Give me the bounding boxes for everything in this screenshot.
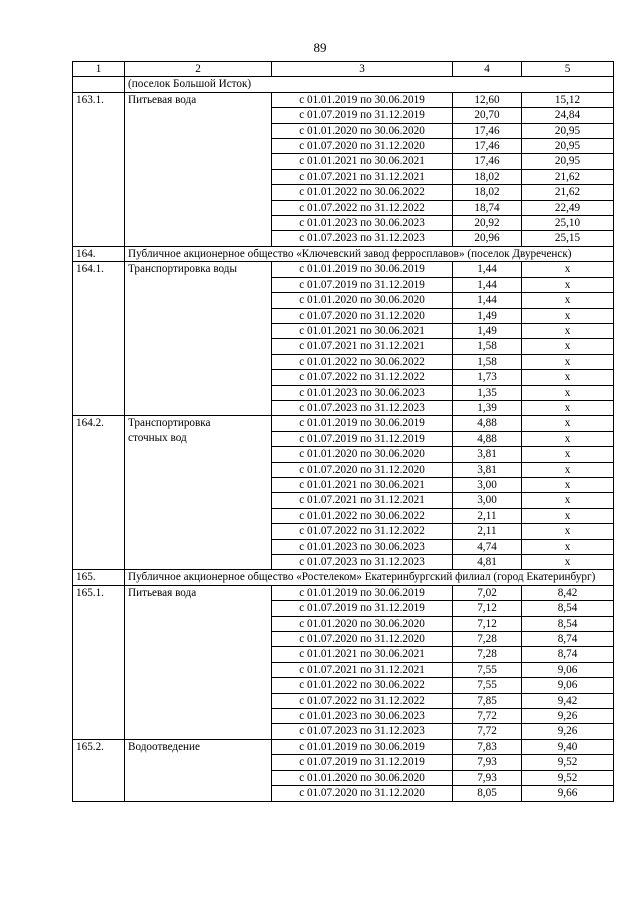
tariff-value-cell: 7,85 [453, 693, 522, 708]
tariff-value-cell: 2,11 [453, 524, 522, 539]
item-name-cell [125, 277, 272, 292]
tariff-value-cell: 7,12 [453, 616, 522, 631]
tariff-vat-cell: 9,06 [522, 662, 614, 677]
tariff-row [73, 477, 614, 492]
item-number-cell [73, 108, 125, 123]
tariff-vat-cell: x [522, 555, 614, 570]
tariff-vat-cell: 8,54 [522, 601, 614, 616]
tariff-value-cell: 7,02 [453, 585, 522, 600]
tariff-vat-cell: 8,54 [522, 616, 614, 631]
page-number: 89 [313, 40, 327, 55]
item-name-cell [125, 693, 272, 708]
item-number-cell [73, 662, 125, 677]
tariff-row [73, 786, 614, 801]
tariff-row [73, 724, 614, 739]
item-name-cell [125, 786, 272, 801]
tariff-row [73, 123, 614, 138]
item-name-cell: Питьевая вода [125, 585, 272, 600]
tariff-row [73, 354, 614, 369]
tariff-value-cell: 3,00 [453, 477, 522, 492]
tariff-vat-cell: 24,84 [522, 108, 614, 123]
item-name-cell: Питьевая вода [125, 92, 272, 107]
tariff-row [73, 416, 614, 431]
item-name-cell [125, 293, 272, 308]
tariff-vat-cell: 21,62 [522, 169, 614, 184]
period-cell: с 01.01.2022 по 30.06.2022 [272, 678, 453, 693]
tariff-vat-cell: x [522, 431, 614, 446]
period-cell: с 01.01.2021 по 30.06.2021 [272, 154, 453, 169]
tariff-row [73, 709, 614, 724]
tariff-value-cell: 1,58 [453, 339, 522, 354]
tariff-vat-cell: x [522, 462, 614, 477]
tariff-value-cell: 7,72 [453, 724, 522, 739]
tariff-value-cell: 1,58 [453, 354, 522, 369]
tariff-row [73, 693, 614, 708]
tariff-row [73, 231, 614, 246]
item-number-cell [73, 370, 125, 385]
tariff-value-cell: 20,92 [453, 216, 522, 231]
period-cell: с 01.01.2020 по 30.06.2020 [272, 616, 453, 631]
tariff-vat-cell: 8,74 [522, 632, 614, 647]
tariff-value-cell: 12,60 [453, 92, 522, 107]
tariff-row [73, 323, 614, 338]
period-cell: с 01.01.2022 по 30.06.2022 [272, 508, 453, 523]
organization-name: Публичное акционерное общество «Ключевский завод ферросплавов» (поселок Двуреченск) [125, 246, 614, 261]
item-name-cell [125, 323, 272, 338]
tariff-value-cell: 7,55 [453, 662, 522, 677]
item-number-cell [73, 724, 125, 739]
item-name-cell [125, 493, 272, 508]
item-name-cell [125, 647, 272, 662]
tariff-value-cell: 20,96 [453, 231, 522, 246]
tariff-row [73, 92, 614, 107]
tariff-vat-cell: x [522, 293, 614, 308]
item-number-cell [73, 123, 125, 138]
item-name-cell [125, 108, 272, 123]
item-name-cell [125, 632, 272, 647]
tariff-row [73, 308, 614, 323]
continuation-row [73, 77, 614, 92]
period-cell: с 01.07.2023 по 31.12.2023 [272, 555, 453, 570]
item-name-cell [125, 339, 272, 354]
period-cell: с 01.07.2023 по 31.12.2023 [272, 724, 453, 739]
tariff-value-cell: 17,46 [453, 139, 522, 154]
tariff-value-cell: 7,83 [453, 739, 522, 754]
item-name-cell [125, 154, 272, 169]
item-number-cell: 164.1. [73, 262, 125, 277]
item-name-cell [125, 354, 272, 369]
tariff-row [73, 632, 614, 647]
tariff-vat-cell: x [522, 323, 614, 338]
item-number-cell [73, 508, 125, 523]
tariff-vat-cell: x [522, 262, 614, 277]
tariff-value-cell: 18,02 [453, 169, 522, 184]
tariff-row [73, 601, 614, 616]
item-name-cell [125, 231, 272, 246]
period-cell: с 01.07.2021 по 31.12.2021 [272, 493, 453, 508]
period-cell: с 01.01.2020 по 30.06.2020 [272, 293, 453, 308]
item-number-cell [73, 786, 125, 801]
tariff-row [73, 647, 614, 662]
item-number-cell [73, 755, 125, 770]
period-cell: с 01.01.2019 по 30.06.2019 [272, 262, 453, 277]
period-cell: с 01.07.2022 по 31.12.2022 [272, 370, 453, 385]
period-cell: с 01.01.2022 по 30.06.2022 [272, 185, 453, 200]
item-number-cell [73, 709, 125, 724]
tariff-row [73, 216, 614, 231]
period-cell: с 01.01.2020 по 30.06.2020 [272, 123, 453, 138]
tariff-value-cell: 4,88 [453, 416, 522, 431]
tariff-vat-cell: x [522, 308, 614, 323]
header-cell-4: 4 [453, 62, 522, 77]
tariff-table-body [73, 62, 614, 802]
tariff-row [73, 662, 614, 677]
item-number-cell [73, 200, 125, 215]
tariff-value-cell: 1,44 [453, 262, 522, 277]
header-cell-1: 1 [73, 62, 125, 77]
tariff-vat-cell: 9,66 [522, 786, 614, 801]
tariff-value-cell: 1,39 [453, 400, 522, 415]
tariff-value-cell: 4,88 [453, 431, 522, 446]
period-cell: с 01.07.2020 по 31.12.2020 [272, 462, 453, 477]
item-number-cell [73, 647, 125, 662]
tariff-row [73, 154, 614, 169]
item-name-cell [125, 385, 272, 400]
tariff-value-cell: 4,81 [453, 555, 522, 570]
item-number-cell: 165.2. [73, 739, 125, 754]
tariff-vat-cell: x [522, 539, 614, 554]
period-cell: с 01.01.2023 по 30.06.2023 [272, 385, 453, 400]
tariff-vat-cell: 21,62 [522, 185, 614, 200]
tariff-value-cell: 17,46 [453, 123, 522, 138]
period-cell: с 01.07.2020 по 31.12.2020 [272, 786, 453, 801]
continuation-text: (поселок Большой Исток) [125, 77, 614, 92]
tariff-vat-cell: x [522, 477, 614, 492]
item-name-cell [125, 308, 272, 323]
period-cell: с 01.07.2023 по 31.12.2023 [272, 231, 453, 246]
item-number-cell [73, 216, 125, 231]
tariff-vat-cell: x [522, 524, 614, 539]
item-number-cell: 164.2. [73, 416, 125, 431]
tariff-row [73, 293, 614, 308]
tariff-value-cell: 8,05 [453, 786, 522, 801]
organization-row [73, 570, 614, 585]
item-number-cell [73, 385, 125, 400]
item-number-cell [73, 632, 125, 647]
item-name-cell [125, 139, 272, 154]
tariff-value-cell: 7,55 [453, 678, 522, 693]
tariff-row [73, 585, 614, 600]
item-number-cell [73, 524, 125, 539]
tariff-vat-cell: 22,49 [522, 200, 614, 215]
tariff-value-cell: 7,28 [453, 632, 522, 647]
tariff-row [73, 400, 614, 415]
period-cell: с 01.01.2023 по 30.06.2023 [272, 216, 453, 231]
tariff-value-cell: 7,12 [453, 601, 522, 616]
tariff-vat-cell: x [522, 339, 614, 354]
tariff-vat-cell: x [522, 493, 614, 508]
item-name-cell: Транспортировка [125, 416, 272, 431]
tariff-vat-cell: x [522, 277, 614, 292]
period-cell: с 01.07.2023 по 31.12.2023 [272, 400, 453, 415]
tariff-row [73, 493, 614, 508]
period-cell: с 01.07.2020 по 31.12.2020 [272, 139, 453, 154]
tariff-row [73, 108, 614, 123]
item-number-cell [73, 139, 125, 154]
tariff-value-cell: 1,49 [453, 308, 522, 323]
item-name-cell [125, 555, 272, 570]
item-number-cell [73, 293, 125, 308]
tariff-row [73, 447, 614, 462]
item-name-cell [125, 770, 272, 785]
item-number-cell [73, 770, 125, 785]
header-row [73, 62, 614, 77]
tariff-value-cell: 3,00 [453, 493, 522, 508]
tariff-row [73, 185, 614, 200]
tariff-value-cell: 2,11 [453, 508, 522, 523]
item-number-cell [73, 493, 125, 508]
item-name-cell [125, 724, 272, 739]
organization-number: 165. [73, 570, 125, 585]
period-cell: с 01.07.2022 по 31.12.2022 [272, 524, 453, 539]
period-cell: с 01.01.2023 по 30.06.2023 [272, 539, 453, 554]
tariff-vat-cell: 20,95 [522, 154, 614, 169]
item-name-cell [125, 123, 272, 138]
tariff-row [73, 262, 614, 277]
item-number-cell: 163.1. [73, 92, 125, 107]
organization-row [73, 246, 614, 261]
item-number-cell [73, 462, 125, 477]
period-cell: с 01.01.2019 по 30.06.2019 [272, 585, 453, 600]
tariff-vat-cell: x [522, 447, 614, 462]
tariff-row [73, 139, 614, 154]
period-cell: с 01.01.2020 по 30.06.2020 [272, 770, 453, 785]
tariff-row [73, 277, 614, 292]
item-name-cell [125, 477, 272, 492]
tariff-vat-cell: 9,52 [522, 770, 614, 785]
period-cell: с 01.07.2021 по 31.12.2021 [272, 169, 453, 184]
tariff-vat-cell: 9,26 [522, 709, 614, 724]
item-name-cell [125, 678, 272, 693]
tariff-value-cell: 3,81 [453, 462, 522, 477]
item-name-cell [125, 539, 272, 554]
tariff-row [73, 169, 614, 184]
tariff-value-cell: 18,74 [453, 200, 522, 215]
item-number-cell [73, 185, 125, 200]
tariff-vat-cell: x [522, 385, 614, 400]
tariff-row [73, 339, 614, 354]
period-cell: с 01.07.2020 по 31.12.2020 [272, 308, 453, 323]
tariff-row [73, 462, 614, 477]
period-cell: с 01.01.2020 по 30.06.2020 [272, 447, 453, 462]
item-name-cell [125, 524, 272, 539]
tariff-table [72, 61, 614, 802]
item-number-cell [73, 431, 125, 446]
tariff-row [73, 770, 614, 785]
tariff-vat-cell: 9,42 [522, 693, 614, 708]
tariff-vat-cell: x [522, 370, 614, 385]
item-number-cell [73, 277, 125, 292]
item-number-cell [73, 169, 125, 184]
item-name-cell [125, 601, 272, 616]
item-number-cell [73, 539, 125, 554]
item-number-cell [73, 616, 125, 631]
item-name-cell [125, 508, 272, 523]
period-cell: с 01.07.2019 по 31.12.2019 [272, 277, 453, 292]
item-name-cell [125, 370, 272, 385]
tariff-vat-cell: 8,74 [522, 647, 614, 662]
tariff-value-cell: 1,49 [453, 323, 522, 338]
item-name-cell [125, 169, 272, 184]
item-number-cell [73, 339, 125, 354]
period-cell: с 01.07.2019 по 31.12.2019 [272, 601, 453, 616]
period-cell: с 01.07.2020 по 31.12.2020 [272, 632, 453, 647]
tariff-value-cell: 20,70 [453, 108, 522, 123]
tariff-row [73, 539, 614, 554]
item-name-cell [125, 462, 272, 477]
header-cell-5: 5 [522, 62, 614, 77]
tariff-vat-cell: 25,10 [522, 216, 614, 231]
tariff-row [73, 678, 614, 693]
tariff-vat-cell: 25,15 [522, 231, 614, 246]
period-cell: с 01.07.2019 по 31.12.2019 [272, 431, 453, 446]
tariff-row [73, 616, 614, 631]
tariff-row [73, 555, 614, 570]
tariff-value-cell: 18,02 [453, 185, 522, 200]
period-cell: с 01.07.2021 по 31.12.2021 [272, 339, 453, 354]
tariff-row [73, 739, 614, 754]
tariff-vat-cell: 9,52 [522, 755, 614, 770]
tariff-value-cell: 3,81 [453, 447, 522, 462]
item-number-cell [73, 231, 125, 246]
item-number-cell [73, 555, 125, 570]
period-cell: с 01.01.2021 по 30.06.2021 [272, 647, 453, 662]
tariff-value-cell: 1,44 [453, 277, 522, 292]
tariff-row [73, 755, 614, 770]
item-name-cell [125, 755, 272, 770]
period-cell: с 01.01.2021 по 30.06.2021 [272, 323, 453, 338]
period-cell: с 01.01.2019 по 30.06.2019 [272, 739, 453, 754]
item-number-cell [73, 601, 125, 616]
period-cell: с 01.07.2019 по 31.12.2019 [272, 108, 453, 123]
item-number-cell [73, 323, 125, 338]
item-name-cell [125, 616, 272, 631]
period-cell: с 01.07.2021 по 31.12.2021 [272, 662, 453, 677]
organization-name: Публичное акционерное общество «Ростелеком» Екатеринбургский филиал (город Екатеринбург) [125, 570, 614, 585]
tariff-value-cell: 7,28 [453, 647, 522, 662]
tariff-row [73, 370, 614, 385]
tariff-vat-cell: x [522, 400, 614, 415]
period-cell: с 01.07.2022 по 31.12.2022 [272, 200, 453, 215]
tariff-vat-cell: 15,12 [522, 92, 614, 107]
tariff-value-cell: 1,44 [453, 293, 522, 308]
continuation-num-cell [73, 77, 125, 92]
tariff-vat-cell: 20,95 [522, 139, 614, 154]
tariff-vat-cell: x [522, 416, 614, 431]
item-number-cell [73, 477, 125, 492]
item-name-cell [125, 709, 272, 724]
tariff-value-cell: 1,35 [453, 385, 522, 400]
period-cell: с 01.01.2023 по 30.06.2023 [272, 709, 453, 724]
period-cell: с 01.07.2019 по 31.12.2019 [272, 755, 453, 770]
item-number-cell [73, 447, 125, 462]
item-number-cell: 165.1. [73, 585, 125, 600]
tariff-value-cell: 4,74 [453, 539, 522, 554]
tariff-vat-cell: 8,42 [522, 585, 614, 600]
tariff-vat-cell: x [522, 508, 614, 523]
tariff-row [73, 508, 614, 523]
item-name-cell: Транспортировка воды [125, 262, 272, 277]
item-name-cell [125, 216, 272, 231]
tariff-vat-cell: x [522, 354, 614, 369]
item-number-cell [73, 693, 125, 708]
item-name-cell [125, 400, 272, 415]
item-name-cell [125, 185, 272, 200]
item-name-cell: сточных вод [125, 431, 272, 446]
tariff-vat-cell: 9,40 [522, 739, 614, 754]
tariff-value-cell: 7,72 [453, 709, 522, 724]
item-name-cell [125, 200, 272, 215]
item-number-cell [73, 678, 125, 693]
item-number-cell [73, 308, 125, 323]
header-cell-3: 3 [272, 62, 453, 77]
tariff-value-cell: 7,93 [453, 755, 522, 770]
item-number-cell [73, 154, 125, 169]
period-cell: с 01.01.2019 по 30.06.2019 [272, 416, 453, 431]
item-number-cell [73, 354, 125, 369]
tariff-value-cell: 1,73 [453, 370, 522, 385]
tariff-vat-cell: 9,26 [522, 724, 614, 739]
tariff-vat-cell: 9,06 [522, 678, 614, 693]
item-name-cell [125, 662, 272, 677]
period-cell: с 01.07.2022 по 31.12.2022 [272, 693, 453, 708]
period-cell: с 01.01.2021 по 30.06.2021 [272, 477, 453, 492]
tariff-value-cell: 17,46 [453, 154, 522, 169]
tariff-row [73, 524, 614, 539]
organization-number: 164. [73, 246, 125, 261]
tariff-row [73, 385, 614, 400]
tariff-vat-cell: 20,95 [522, 123, 614, 138]
tariff-row [73, 200, 614, 215]
tariff-row [73, 431, 614, 446]
tariff-value-cell: 7,93 [453, 770, 522, 785]
period-cell: с 01.01.2019 по 30.06.2019 [272, 92, 453, 107]
item-name-cell [125, 447, 272, 462]
item-name-cell: Водоотведение [125, 739, 272, 754]
header-cell-2: 2 [125, 62, 272, 77]
item-number-cell [73, 400, 125, 415]
period-cell: с 01.01.2022 по 30.06.2022 [272, 354, 453, 369]
